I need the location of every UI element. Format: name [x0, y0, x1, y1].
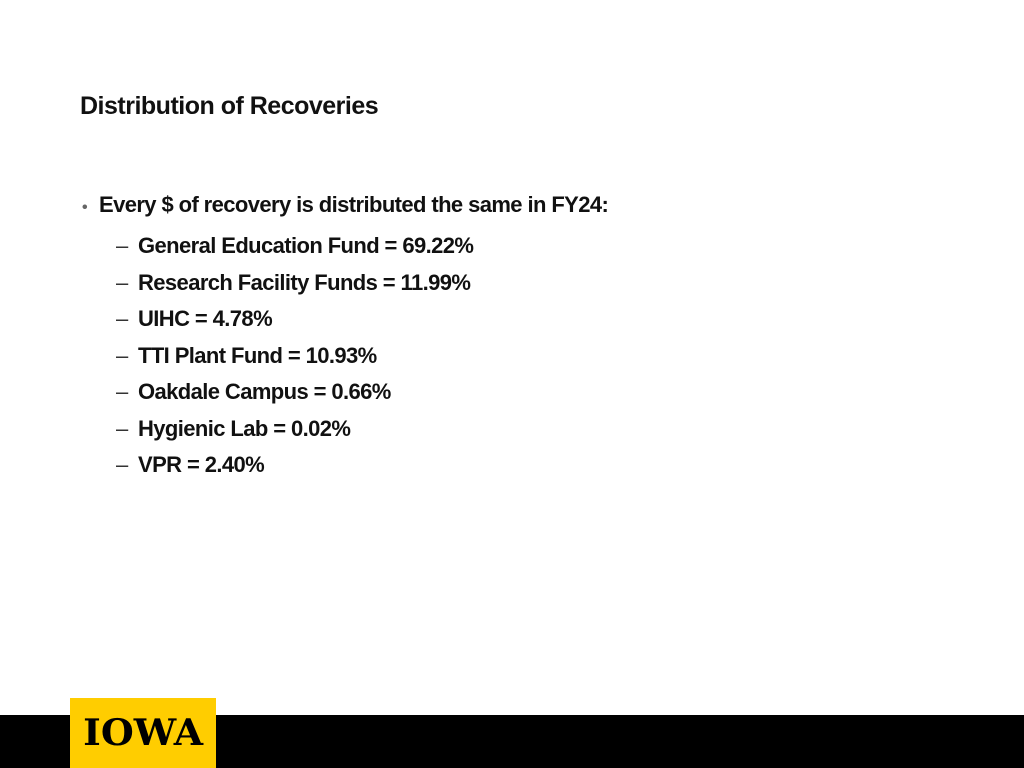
slide-title: Distribution of Recoveries — [80, 92, 379, 120]
dash-marker: – — [116, 233, 128, 258]
sub-bullet-item — [116, 374, 940, 411]
dash-marker: – — [116, 415, 128, 441]
sub-bullet-text: Hygienic Lab = 0.02% — [138, 415, 351, 441]
dash-marker: – — [116, 306, 128, 331]
sub-bullet-item — [116, 411, 940, 448]
dash-marker: – — [116, 269, 128, 295]
dash-marker: – — [116, 342, 128, 368]
sub-bullet-text: UIHC = 4.78% — [138, 306, 273, 331]
main-bullet-text: Every $ of recovery is distributed the same in FY24: — [99, 192, 609, 217]
sub-bullet-text: VPR = 2.40% — [138, 452, 265, 477]
main-bullet — [80, 189, 940, 224]
sub-bullet-text: Research Facility Funds = 11.99% — [138, 269, 471, 295]
bullet-marker: • — [82, 199, 88, 216]
sub-bullet-item — [116, 228, 940, 265]
dash-marker: – — [116, 379, 128, 404]
iowa-logo — [70, 698, 216, 768]
logo-wordmark: IOWA — [83, 712, 203, 754]
sub-bullet-item — [116, 301, 940, 338]
sub-bullet-item — [116, 265, 940, 302]
sub-bullet-text: Oakdale Campus = 0.66% — [138, 379, 391, 404]
sub-bullet-text: TTI Plant Fund = 10.93% — [138, 342, 377, 368]
sub-bullet-item — [116, 447, 940, 484]
slide-content — [80, 189, 940, 484]
sub-bullet-item — [116, 338, 940, 375]
sub-bullet-list — [80, 228, 940, 484]
dash-marker: – — [116, 452, 128, 477]
sub-bullet-text: General Education Fund = 69.22% — [138, 233, 474, 258]
